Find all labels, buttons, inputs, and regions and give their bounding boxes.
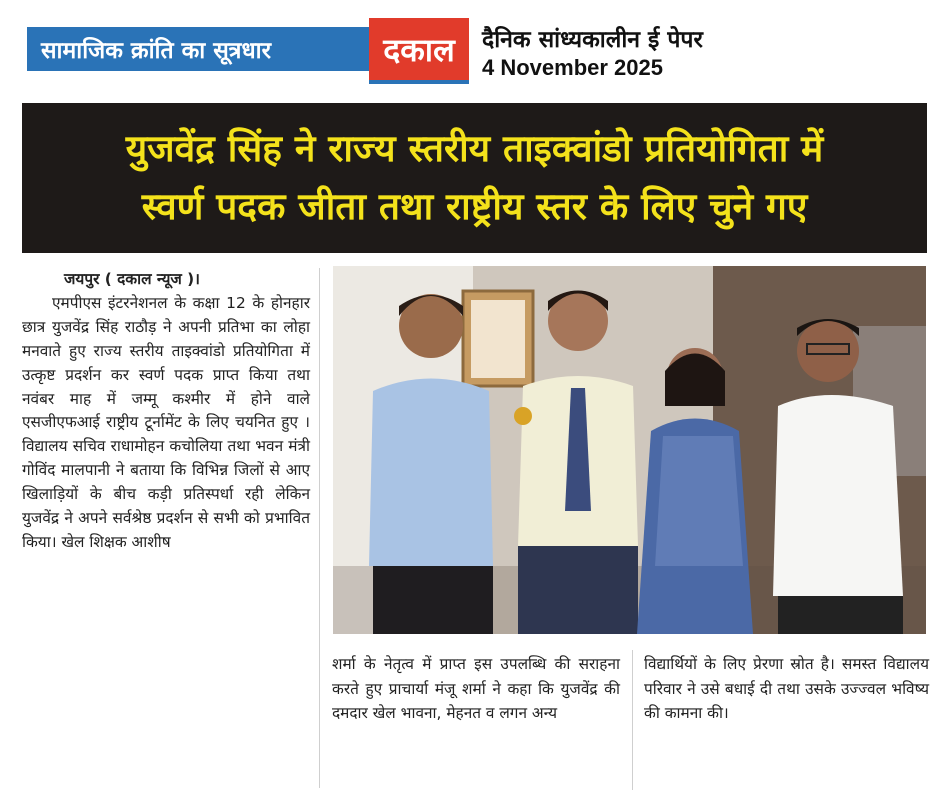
article-column-1: [22, 268, 310, 793]
column-divider: [319, 268, 320, 788]
news-photo: [333, 266, 926, 634]
headline-banner: [22, 103, 927, 253]
tagline-text: सामाजिक क्रांति का सूत्रधार: [41, 38, 271, 64]
headline-line-2: स्वर्ण पदक जीता तथा राष्ट्रीय स्तर के लिए चुने गए: [141, 185, 808, 228]
group-photo-illustration: [333, 266, 926, 634]
headline-line-1: युजवेंद्र सिंह ने राज्य स्तरीय ताइक्वांडो प्रतियोगिता में: [125, 127, 824, 170]
article-paragraph-1: एमपीएस इंटरनेशनल के कक्षा 12 के होनहार छात्र युजवेंद्र सिंह राठौड़ ने अपनी प्रतिभा का लोहा मनवाते हुए राज्य स्तरीय ताइक्वांडो प्रतियोगिता में उत्कृष्ट प्रदर्शन कर स्वर्ण पदक प्राप्त किया तथा नवंबर माह में जम्मू कश्मीर में होने वाले एसजीएफआई राष्ट्रीय टूर्नामेंट के लिए चयनित हुए । विद्यालय सचिव राधामोहन कचोलिया तथा भवन मंत्री गोविंद मालपानी ने बताया कि विभिन्न जिलों से आए खिलाड़ियों के बीच कड़ी प्रतिस्पर्धा रही लेकिन युजवेंद्र ने अपने सर्वश्रेष्ठ प्रदर्शन से सभी को प्रभावित किया। खेल शिक्षक आशीष: [22, 293, 310, 551]
brand-underline: [369, 80, 469, 84]
edition-label: दैनिक सांध्यकालीन ई पेपर: [482, 27, 703, 53]
masthead: [0, 0, 947, 90]
brand-logo-text: दकाल: [383, 30, 455, 69]
edition-date: 4 November 2025: [482, 55, 663, 80]
article-column-2: शर्मा के नेतृत्व में प्राप्त इस उपलब्धि की सराहना करते हुए प्राचार्या मंजू शर्मा ने कहा कि युजवेंद्र की दमदार खेल भावना, मेहनत व लगन अन्य: [332, 655, 620, 722]
brand-logo: [369, 18, 469, 80]
tagline-banner: [27, 27, 369, 71]
article-column-3: विद्यार्थियों के लिए प्रेरणा स्रोत है। समस्त विद्यालय परिवार ने उसे बधाई दी तथा उसके उज्ज्वल भविष्य की कामना की।: [644, 655, 929, 722]
dateline: जयपुर ( दकाल न्यूज )।: [64, 270, 201, 288]
column-divider-2: [632, 650, 633, 790]
